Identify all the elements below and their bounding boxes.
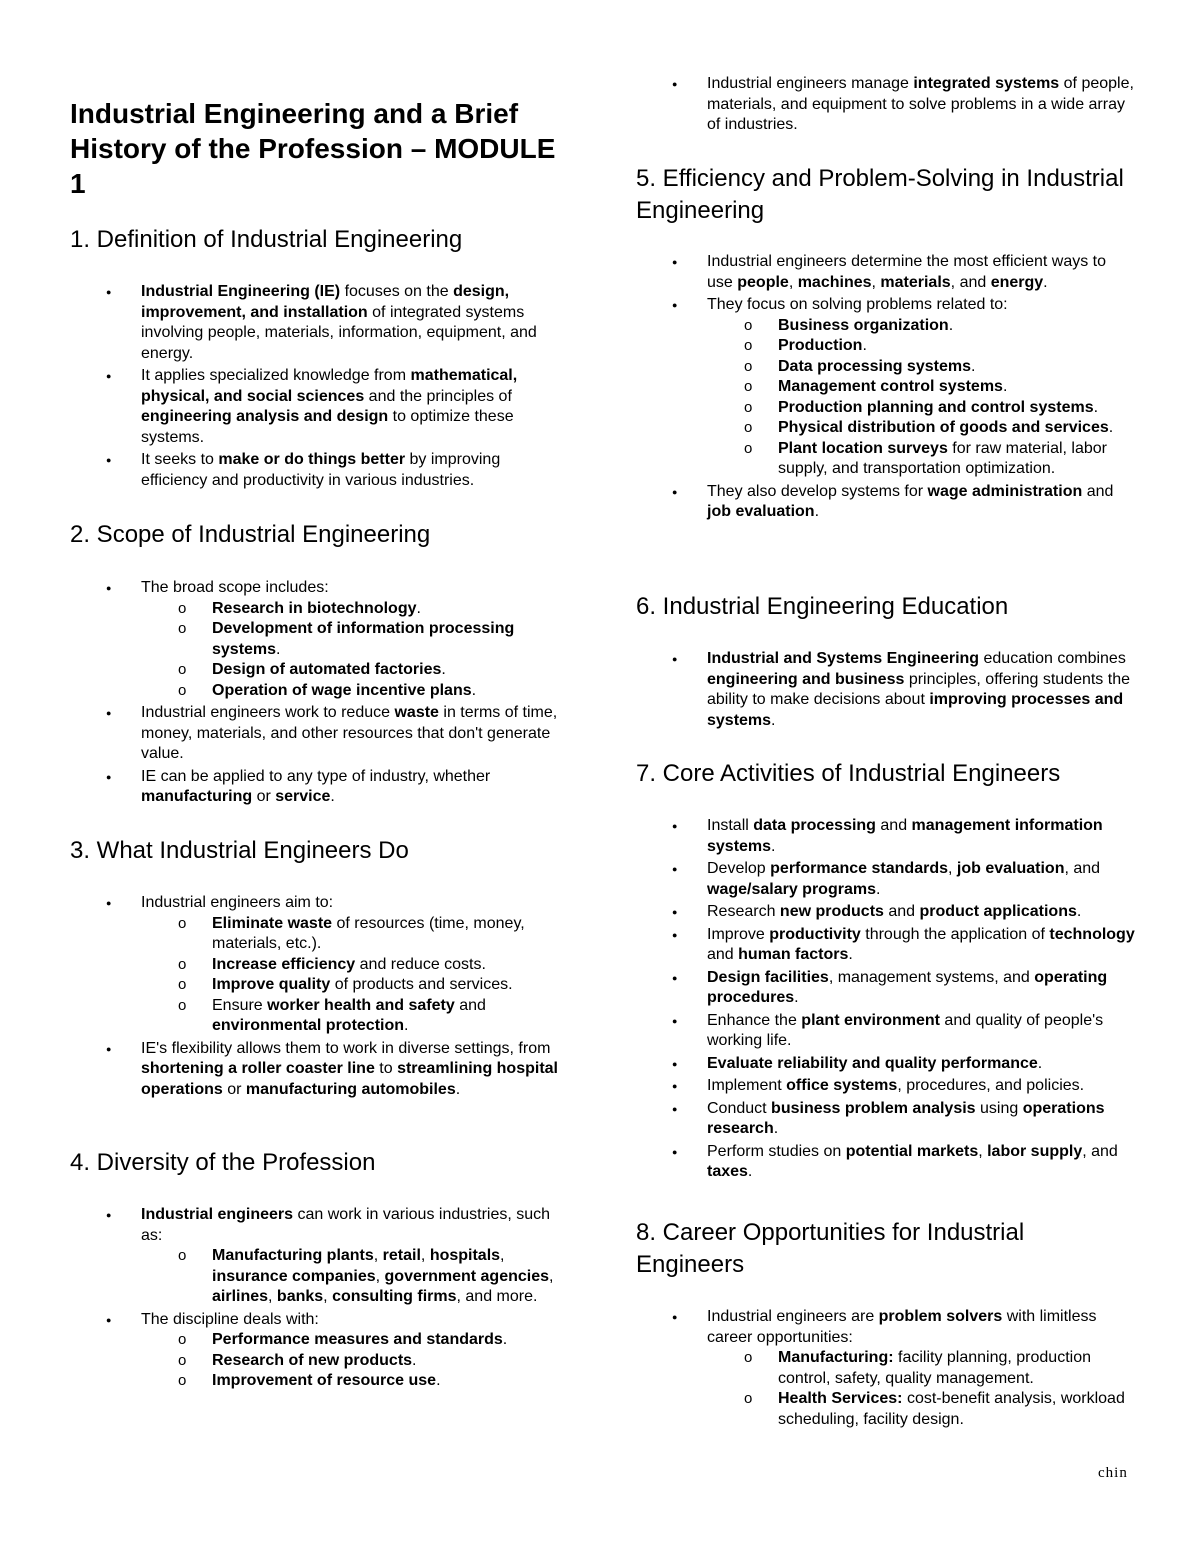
bold-text: banks (276, 1288, 324, 1305)
bold-text: Design of automated factories (212, 661, 442, 678)
bold-text: improving processes and systems (707, 691, 1124, 729)
text: . (471, 681, 477, 699)
sub-list-item (70, 1351, 570, 1372)
text: , and (1082, 1142, 1118, 1160)
text: and (883, 903, 920, 920)
sub-list-item (636, 418, 1136, 439)
bold-text: productivity (769, 925, 861, 943)
text: and (1082, 482, 1114, 500)
bold-text: engineering analysis and design (141, 408, 389, 425)
section-2-list (70, 578, 570, 810)
text: , (373, 1247, 383, 1264)
bold-text: Evaluate reliability and quality performance (707, 1054, 1038, 1072)
text: . (1108, 419, 1114, 436)
section-7-list (636, 816, 1136, 1185)
bold-text: Improve quality (212, 976, 331, 993)
bold-text: performance standards (770, 860, 948, 877)
bold-text: service (275, 788, 331, 805)
text: Industrial engineers determine the most efficient ways to use (707, 253, 1107, 291)
section-8-heading: 8. Career Opportunities for Industrial Engineers (636, 1219, 1025, 1278)
text: of resources (time, money, materials, etc.). (212, 914, 525, 952)
text: . (1093, 398, 1099, 416)
bold-text: Eliminate waste (212, 914, 333, 932)
list-item (70, 1310, 570, 1392)
text: . (455, 1080, 461, 1098)
bold-text: shortening a roller coaster line (141, 1060, 375, 1077)
text: and (707, 946, 739, 963)
text: . (771, 711, 776, 729)
bold-text: people (737, 273, 789, 291)
text: It applies specialized knowledge from (141, 367, 411, 384)
text: Industrial engineers work to reduce (141, 704, 395, 721)
text: or (222, 1080, 246, 1098)
sub-list-item (636, 336, 1136, 357)
text: focuses on the (340, 283, 454, 300)
sub-list (141, 914, 570, 1037)
bold-text: plant environment (801, 1011, 940, 1029)
bold-text: Production planning and control systems (778, 398, 1094, 416)
text: , and (1064, 860, 1101, 877)
bold-text: consulting firms (332, 1288, 457, 1305)
text: . (330, 788, 335, 805)
text: of people, materials, and equipment to solve problems in a wide array of industries. (707, 75, 1134, 133)
sub-list (141, 1246, 570, 1308)
text: and (875, 817, 912, 834)
bold-text: operating procedures (707, 968, 1108, 1006)
list-item (636, 1099, 1136, 1140)
list-item (636, 1142, 1136, 1183)
bold-text: Industrial engineers (141, 1206, 294, 1223)
list-item (636, 74, 1136, 136)
list-item (636, 649, 1136, 731)
text: . (412, 1351, 417, 1369)
sub-list-item (70, 1330, 570, 1351)
list-item (636, 925, 1136, 966)
text: , (948, 860, 957, 877)
text: . (436, 1372, 441, 1389)
text: with limitless career opportunities: (707, 1308, 1097, 1346)
text: through the application of (860, 925, 1050, 943)
bold-text: Research of new products (212, 1351, 413, 1369)
list-item (636, 1076, 1136, 1097)
sub-list-item (70, 996, 570, 1037)
text: . (276, 640, 281, 658)
section-1-heading: 1. Definition of Industrial Engineering (70, 226, 463, 253)
bold-text: office systems (786, 1077, 898, 1094)
text: , (500, 1247, 505, 1264)
bold-text: waste (394, 704, 439, 721)
text: , management systems, and (828, 968, 1035, 986)
document-title: Industrial Engineering and a Brief History of the Profession – MODULE 1 (70, 98, 556, 199)
text: . (1076, 903, 1082, 920)
section-4-heading: 4. Diversity of the Profession (70, 1149, 376, 1176)
bold-text: Operation of wage incentive plans (212, 681, 472, 699)
text: and reduce costs. (355, 955, 486, 973)
text: . (771, 837, 776, 855)
text: . (948, 316, 954, 334)
text: Research (707, 903, 780, 920)
text: in terms of time, money, materials, and other resources that don't generate value. (141, 704, 558, 762)
list-item (636, 902, 1136, 923)
page-footer: chin (1098, 1465, 1128, 1481)
text: for raw material, labor supply, and transportation optimization. (778, 439, 1108, 477)
bold-text: wage administration (927, 482, 1083, 500)
text: can work in various industries, such as: (141, 1206, 551, 1244)
bold-text: government agencies (384, 1267, 550, 1285)
bold-text: hospitals (429, 1247, 501, 1264)
bold-text: Physical distribution of goods and services (778, 419, 1109, 436)
text: . (502, 1331, 508, 1348)
sub-list (707, 316, 1136, 480)
list-item (70, 1039, 570, 1101)
text: , procedures, and policies. (897, 1077, 1085, 1094)
text: . (814, 503, 820, 520)
list-item (70, 450, 570, 491)
list-item (636, 1011, 1136, 1052)
bold-text: mathematical, physical, and social sciences (141, 367, 518, 405)
sub-list-item (636, 1348, 1136, 1389)
text: to optimize these systems. (141, 408, 514, 446)
text: The broad scope includes: (141, 579, 329, 596)
bold-text: manufacturing (141, 788, 253, 805)
text: , (323, 1288, 333, 1305)
list-item (636, 816, 1136, 857)
text: education combines (979, 650, 1126, 667)
bold-text: taxes (707, 1163, 748, 1180)
bold-text: Industrial and Systems Engineering (707, 650, 980, 667)
section-2-heading: 2. Scope of Industrial Engineering (70, 521, 431, 548)
sub-list-item (636, 377, 1136, 398)
bold-text: job evaluation (707, 503, 815, 520)
list-item (636, 295, 1136, 480)
list-item (70, 893, 570, 1037)
bold-text: Industrial Engineering (IE) (141, 283, 341, 300)
text: of products and services. (330, 976, 513, 993)
text: Industrial engineers aim to: (141, 894, 334, 911)
bold-text: Increase efficiency (212, 955, 356, 973)
text: . (970, 357, 976, 375)
list-item (636, 859, 1136, 900)
section-6-list (636, 649, 1136, 733)
text: IE's flexibility allows them to work in diverse settings, from (141, 1039, 551, 1057)
text: . (794, 989, 799, 1006)
sub-list-item (636, 316, 1136, 337)
text: Implement (707, 1077, 787, 1094)
sub-list-item (70, 599, 570, 620)
bold-text: Health Services: (778, 1390, 903, 1407)
bold-text: Management control systems (778, 378, 1003, 395)
text: Industrial engineers manage (707, 75, 914, 92)
bold-text: environmental protection (212, 1017, 405, 1034)
text: Develop (707, 860, 771, 877)
list-item (636, 252, 1136, 293)
section-3-heading: 3. What Industrial Engineers Do (70, 837, 409, 864)
text: , (549, 1267, 554, 1285)
section-4-list-continued (636, 74, 1136, 138)
list-item (70, 703, 570, 765)
text: , (375, 1267, 385, 1285)
text: Perform studies on (707, 1142, 846, 1160)
text: . (862, 337, 867, 354)
text: They also develop systems for (707, 482, 928, 500)
sub-list (141, 1330, 570, 1392)
text: . (773, 1120, 779, 1137)
sub-list-item (70, 681, 570, 702)
text: , (788, 273, 798, 291)
bold-text: integrated systems (913, 75, 1060, 92)
bold-text: Data processing systems (778, 357, 971, 375)
list-item (70, 767, 570, 808)
bold-text: operations research (707, 1099, 1105, 1137)
text: The discipline deals with: (141, 1310, 319, 1328)
sub-list-item (70, 619, 570, 660)
text: , (871, 273, 881, 291)
list-item (70, 366, 570, 448)
text: to (374, 1060, 398, 1077)
bold-text: make or do things better (218, 451, 406, 468)
bold-text: Improvement of resource use (212, 1372, 437, 1389)
text: , and more. (456, 1288, 538, 1305)
section-1-list (70, 282, 570, 493)
text: Improve (707, 925, 770, 943)
text: , and (950, 273, 991, 291)
list-item (636, 1307, 1136, 1430)
bold-text: business problem analysis (771, 1099, 976, 1117)
bold-text: job evaluation (956, 860, 1065, 877)
text: . (416, 599, 421, 617)
bold-text: potential markets (845, 1142, 979, 1160)
list-item (636, 1054, 1136, 1075)
sub-list-item (636, 398, 1136, 419)
bold-text: product applications (919, 903, 1077, 920)
bold-text: Production (778, 337, 863, 354)
bold-text: Manufacturing: (778, 1349, 894, 1366)
text: Conduct (707, 1099, 772, 1117)
bold-text: wage/salary programs (707, 880, 876, 898)
list-item (70, 282, 570, 364)
sub-list (707, 1348, 1136, 1430)
bold-text: Business organization (778, 316, 949, 334)
text: of integrated systems involving people, materials, information, equipment, and energy. (141, 303, 537, 362)
text: by improving efficiency and productivity in various industries. (141, 451, 501, 489)
bold-text: airlines (212, 1288, 269, 1305)
text: using (975, 1099, 1023, 1117)
text: . (441, 661, 446, 678)
sub-list-item (70, 955, 570, 976)
text: . (1002, 378, 1008, 395)
text: . (404, 1017, 409, 1034)
bold-text: human factors (738, 946, 849, 963)
section-4-list (70, 1205, 570, 1394)
text: . (875, 880, 881, 898)
text: and quality of people's working life. (707, 1011, 1104, 1049)
bold-text: management information systems (707, 817, 1103, 855)
text: Enhance the (707, 1011, 802, 1029)
text: They focus on solving problems related to: (707, 296, 1008, 313)
text: It seeks to (141, 451, 219, 468)
sub-list-item (70, 1246, 570, 1308)
bold-text: retail (382, 1247, 421, 1264)
list-item (636, 482, 1136, 523)
sub-list (141, 599, 570, 702)
text: or (252, 788, 276, 805)
bold-text: materials (880, 273, 951, 291)
text: IE can be applied to any type of industry, whether (141, 767, 491, 785)
text: . (747, 1163, 753, 1180)
bold-text: design, improvement, and installation (141, 283, 510, 321)
bold-text: problem solvers (878, 1308, 1003, 1325)
bold-text: new products (779, 903, 884, 920)
bold-text: Design facilities (707, 968, 829, 986)
text: . (848, 946, 853, 963)
text: , (978, 1142, 988, 1160)
text: and (454, 996, 486, 1014)
text: cost-benefit analysis, workload scheduling, facility design. (778, 1390, 1125, 1428)
section-8-list (636, 1307, 1136, 1432)
bold-text: Plant location surveys (778, 439, 948, 457)
bold-text: energy (990, 273, 1044, 291)
list-item (70, 578, 570, 701)
text: . (1043, 273, 1048, 291)
text: principles, offering students the ability to make decisions about (707, 670, 1130, 708)
sub-list-item (636, 439, 1136, 480)
bold-text: technology (1049, 925, 1135, 943)
section-7-heading: 7. Core Activities of Industrial Engineers (636, 760, 1061, 787)
text: , (268, 1288, 277, 1305)
sub-list-item (70, 975, 570, 996)
text: Ensure (212, 996, 268, 1014)
section-6-heading: 6. Industrial Engineering Education (636, 593, 1009, 620)
text: . (1037, 1054, 1043, 1072)
list-item (636, 968, 1136, 1009)
bold-text: Performance measures and standards (212, 1331, 503, 1348)
text: and the principles of (364, 387, 512, 405)
text: , (420, 1247, 430, 1264)
sub-list-item (636, 357, 1136, 378)
bold-text: Research in biotechnology (212, 599, 417, 617)
bold-text: worker health and safety (267, 996, 455, 1014)
section-3-list (70, 893, 570, 1102)
text: Industrial engineers are (707, 1308, 879, 1325)
bold-text: engineering and business (707, 670, 905, 688)
section-5-heading: 5. Efficiency and Problem-Solving in Industrial Engineering (636, 165, 1124, 224)
list-item (70, 1205, 570, 1308)
sub-list-item (70, 660, 570, 681)
sub-list-item (70, 1371, 570, 1392)
bold-text: Development of information processing systems (212, 620, 515, 658)
bold-text: streamlining hospital operations (141, 1060, 558, 1098)
sub-list-item (70, 914, 570, 955)
text: Install (707, 817, 754, 834)
bold-text: labor supply (987, 1142, 1083, 1160)
bold-text: machines (797, 273, 872, 291)
text: facility planning, production control, safety, quality management. (778, 1349, 1091, 1387)
bold-text: Manufacturing plants (212, 1247, 374, 1264)
bold-text: manufacturing automobiles (245, 1080, 456, 1098)
bold-text: insurance companies (212, 1267, 376, 1285)
bold-text: data processing (753, 817, 876, 834)
section-5-list (636, 252, 1136, 525)
sub-list-item (636, 1389, 1136, 1430)
